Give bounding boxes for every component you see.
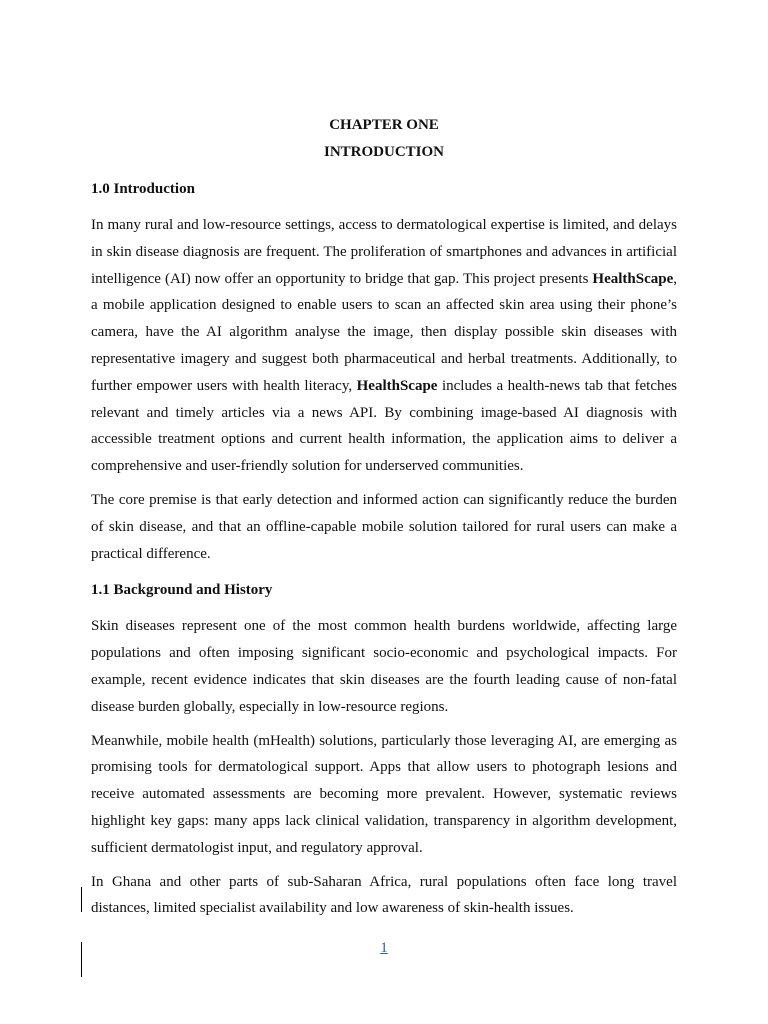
paragraph-background-3: In Ghana and other parts of sub-Saharan Africa, rural populations often face long travel distances, limited specialist availability and low awareness of skin-health issues. — [91, 873, 677, 917]
paragraph-text: In many rural and low-resource settings, access to dermatological expertise is limited, and delays in skin disease diagnosis are frequent. The proliferation of smartphones and advances in artificial intelligence (AI) now offer an opportunity to bridge that gap. This project presents — [91, 217, 677, 287]
chapter-title: INTRODUCTION — [323, 144, 444, 160]
revision-change-bar — [81, 887, 82, 912]
app-name-emphasis: HealthScape — [356, 377, 438, 394]
chapter-label: CHAPTER ONE — [329, 117, 439, 133]
paragraph-intro-2: The core premise is that early detection and informed action can significantly reduce the burden of skin disease, and that an offline-capable mobile solution tailored for rural users can make a practical difference. — [91, 491, 677, 562]
page-body — [91, 114, 677, 929]
paragraph-text: , a mobile application designed to enable users to scan an affected skin area using their phone’s camera, have the AI algorithm analyse the image, then display possible skin diseases with representative imagery and suggest both pharmaceutical and herbal treatments. Additionally, to further empower users with health literacy, — [91, 270, 677, 394]
paragraph-intro-1 — [91, 212, 677, 480]
page-number — [0, 940, 768, 957]
paragraph-background-2: Meanwhile, mobile health (mHealth) solutions, particularly those leveraging AI, are emerging as promising tools for dermatological support. Apps that allow users to photograph lesions and receive automated assessments are becoming more prevalent. However, systematic reviews highlight key gaps: many apps lack clinical validation, transparency in algorithm development, sufficient dermatologist input, and regulatory approval. — [91, 732, 677, 856]
paragraph-text: includes a health-news tab that fetches relevant and timely articles via a news API. By combining image-based AI diagnosis with accessible treatment options and current health information, the application aims to deliver a comprehensive and user-friendly solution for underserved communities. — [91, 377, 677, 475]
app-name-emphasis: HealthScape — [592, 270, 674, 287]
section-heading-intro: 1.0 Introduction — [91, 181, 195, 197]
page-number-link[interactable]: 1 — [380, 940, 388, 956]
paragraph-background-1: Skin diseases represent one of the most common health burdens worldwide, affecting large populations and often imposing significant socio-economic and psychological impacts. For example, recent evidence indicates that skin diseases are the fourth leading cause of non-fatal disease burden globally, especially in low-resource regions. — [91, 618, 677, 715]
section-heading-background: 1.1 Background and History — [91, 582, 273, 599]
